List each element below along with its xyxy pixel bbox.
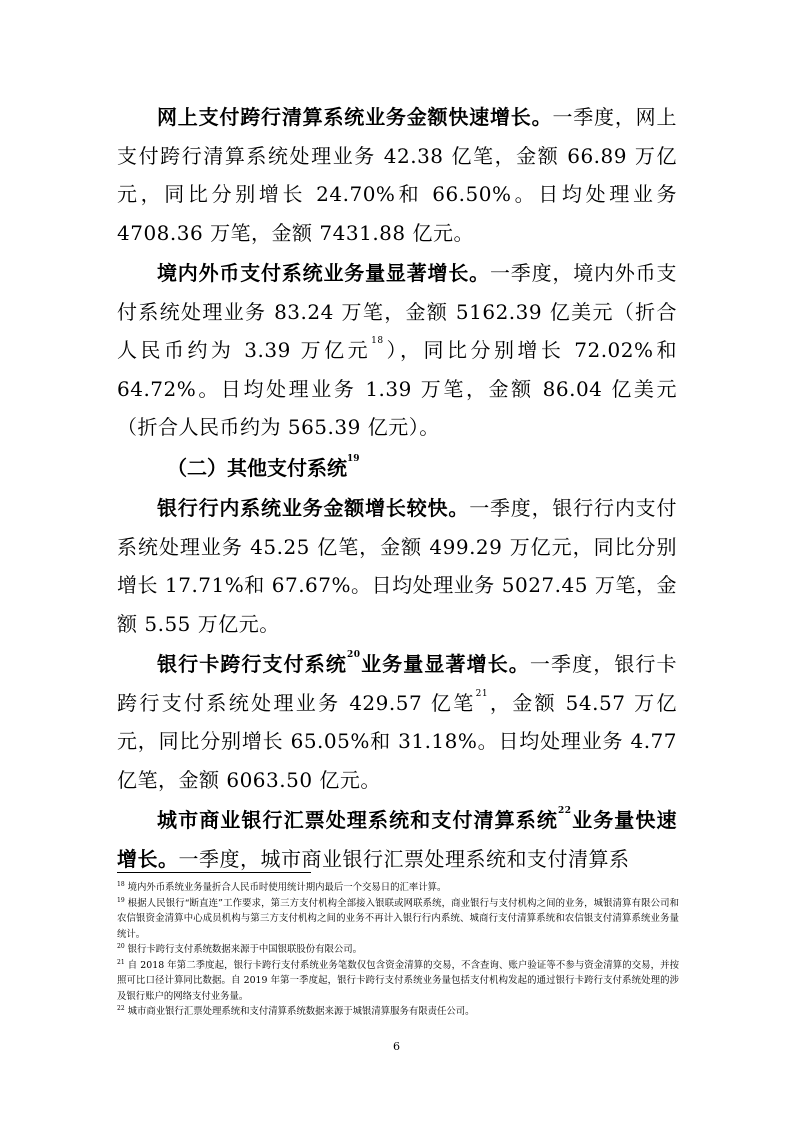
lead-text: 业务量快速增长。 xyxy=(117,808,678,871)
paragraph-online-payment xyxy=(117,98,677,252)
footnote-number: 18 xyxy=(117,881,125,888)
paragraph-bank-internal xyxy=(117,489,677,643)
paragraph-text: 一季度，银行卡跨行支付系统处理业务 429.57 亿笔 xyxy=(117,652,678,715)
footnote-number: 22 xyxy=(117,1005,125,1012)
footnotes xyxy=(117,880,679,1020)
lead-text: 业务量显著增长。 xyxy=(360,652,530,676)
footnote-number: 21 xyxy=(117,958,125,966)
document-body xyxy=(117,98,677,880)
footnote-text: 自 2018 年第二季度起，银行卡跨行支付系统业务笔数仅包含资金清算的交易，不含查询、账户验证等不参与资金清算的交易，并按照可比口径计算同比数据。自 2019 年第一季度起，银行卡跨行支付系统业务量包括支付机构发起的通过银行卡跨行支付系统处理的涉及银行账户的网络支付业务量。 xyxy=(117,959,679,1002)
footnote-ref[interactable]: 21 xyxy=(475,688,489,699)
paragraph-text: 一季度，城市商业银行汇票处理系统和支付清算系 xyxy=(178,846,630,871)
paragraph-city-commercial-bank xyxy=(117,801,677,878)
paragraph-bank-card xyxy=(117,645,677,799)
footnote-ref[interactable]: 18 xyxy=(371,336,384,346)
lead-text: 城市商业银行汇票处理系统和支付清算系统 xyxy=(157,808,558,832)
footnote-number: 19 xyxy=(117,896,125,904)
paragraph-text: 一季度，境内外币支付系统处理业务 83.24 万笔，金额 5162.39 亿美元（折合人民币约为 3.39 万亿元 xyxy=(117,261,677,362)
footnote-22 xyxy=(117,1004,679,1020)
paragraph-text: ，金额 54.57 万亿元，同比分别增长 65.05%和 31.18%。日均处理业务 4.77 亿笔，金额 6063.50 亿元。 xyxy=(117,690,677,792)
footnote-ref[interactable]: 19 xyxy=(347,453,360,464)
footnote-text: 银行卡跨行支付系统数据来源于中国银联股份有限公司。 xyxy=(127,944,363,955)
lead-text: 银行卡跨行支付系统 xyxy=(157,652,347,676)
paragraph-foreign-currency xyxy=(117,254,677,447)
footnote-ref[interactable]: 22 xyxy=(557,806,572,816)
paragraph-text: 一季度，网上支付跨行清算系统处理业务 42.38 亿笔，金额 66.89 万亿元，同比分别增长 24.70%和 66.50%。日均处理业务 4708.36 万笔，金额 7431.88 亿元。 xyxy=(117,105,677,245)
paragraph-lead: 银行行内系统业务金额增长较快。 xyxy=(157,496,470,520)
page-number: 6 xyxy=(393,1040,400,1053)
footnote-text: 境内外币系统业务量折合人民币时使用统计期内最后一个交易日的汇率计算。 xyxy=(127,882,447,893)
footnote-18 xyxy=(117,880,679,896)
section-heading xyxy=(117,449,677,488)
footnote-21 xyxy=(117,958,679,1005)
paragraph-lead: 境内外币支付系统业务量显著增长。 xyxy=(157,261,490,285)
paragraph-lead xyxy=(157,652,530,676)
footnote-text: 根据人民银行“断直连”工作要求，第三方支付机构全部接入银联或网联系统，商业银行与支付机构之间的业务，城银清算有限公司和农信银资金清算中心成员机构与第三方支付机构之间的业务不再计入银行行内系统、城商行支付清算系统和农信银支付清算系统业务量统计。 xyxy=(117,897,679,940)
footnote-ref[interactable]: 20 xyxy=(346,650,361,660)
footnote-19 xyxy=(117,896,679,943)
footnote-text: 城市商业银行汇票处理系统和支付清算系统数据来源于城银清算服务有限责任公司。 xyxy=(127,1006,475,1017)
paragraph-lead: 网上支付跨行清算系统业务金额快速增长。 xyxy=(157,105,553,129)
paragraph-text: ），同比分别增长 72.02%和 64.72%。日均处理业务 1.39 万笔，金额 86.04 亿美元（折合人民币约为 565.39 亿元）。 xyxy=(117,338,677,439)
paragraph-text: 一季度，银行行内支付系统处理业务 45.25 亿笔，金额 499.29 万亿元，同比分别增长 17.71%和 67.67%。日均处理业务 5027.45 万笔，金额 5.55 万亿元。 xyxy=(117,496,677,636)
footnote-divider xyxy=(117,872,311,873)
footnote-number: 20 xyxy=(117,943,125,950)
footnote-20 xyxy=(117,942,679,958)
section-title: （二）其他支付系统 xyxy=(167,455,347,480)
